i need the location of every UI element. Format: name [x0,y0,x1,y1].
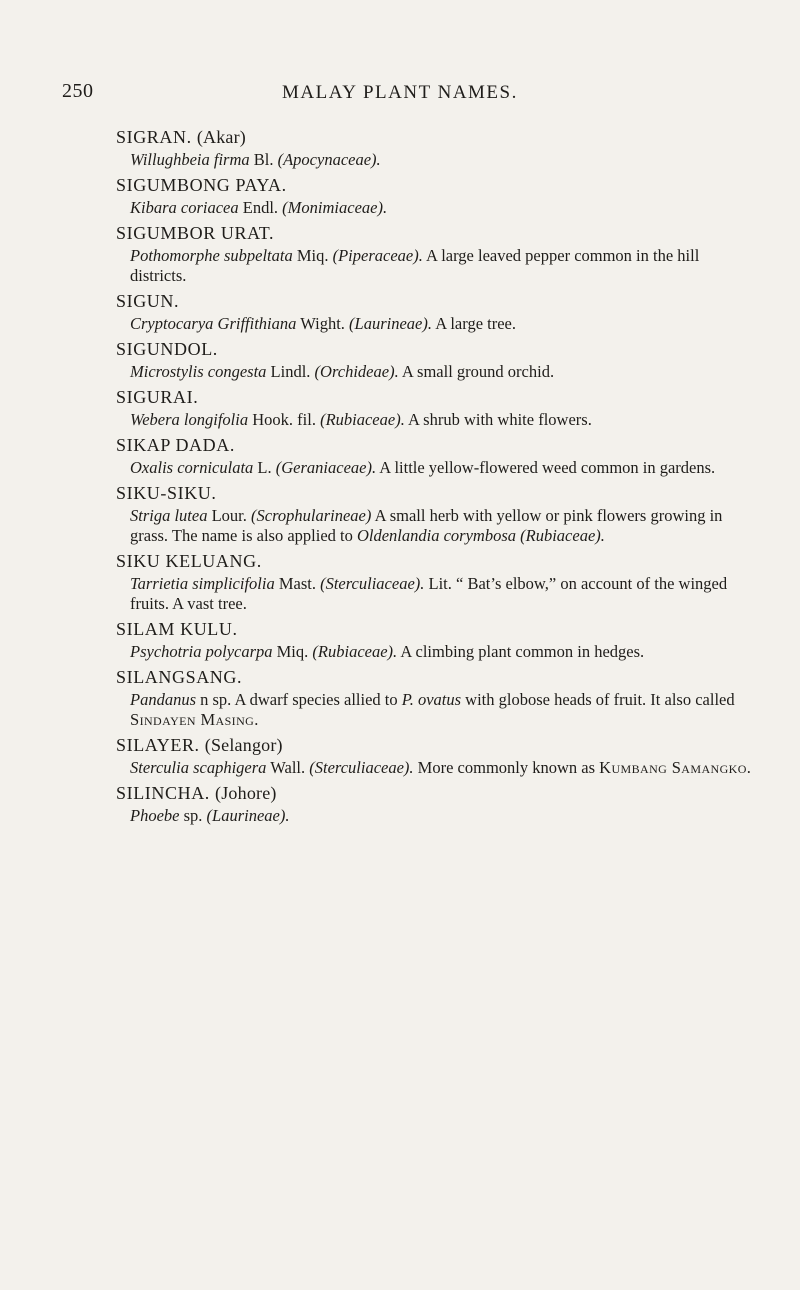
entry [116,434,756,478]
family-name: (Orchideae). [314,362,399,381]
entry [116,666,756,730]
species-name: Webera longifolia [130,410,249,429]
entry-note: A small ground orchid. [398,362,555,381]
entry-body: Willughbeia firma Bl. (Apocynaceae). [130,150,381,169]
species-name: Cryptocarya Griffithiana [130,314,297,333]
entry [116,386,756,430]
entry [116,338,756,382]
entry-body: Striga lutea Lour. (Scrophularineae) A small herb with yellow or pink flowers growing in grass. The name is also applied to Oldenlandia corymbosa (Rubiaceae). [130,506,723,545]
species-name: Psychotria polycarpa [130,642,273,661]
species-name: Oldenlandia corymbosa [356,526,517,545]
entry [116,290,756,334]
entry-body: Pothomorphe subpeltata Miq. (Piperaceae). A large leaved pepper common in the hill districts. [130,246,700,285]
entry-body: Sterculia scaphigera Wall. (Sterculiaceae). More commonly known as Kumbang Samangko. [130,758,752,777]
species-name: Phoebe [130,806,180,825]
species-name: P. ovatus [401,690,462,709]
entry-note: A large tree. [432,314,516,333]
family-name: (Rubiaceae). [312,642,398,661]
entry-body: Oxalis corniculata L. (Geraniaceae). A little yellow-flowered weed common in gardens. [130,458,716,477]
entry [116,482,756,546]
entry [116,550,756,614]
entry-headword: SIGUMBONG PAYA. [116,175,287,195]
family-name: (Laurineae). [349,314,432,333]
family-name: (Scrophularineae) [251,506,372,525]
entry [116,782,756,826]
entry-body: Pandanus n sp. A dwarf species allied to P. ovatus with globose heads of fruit. It also called Sindayen Masing. [130,690,735,729]
entry-headword: SILANGSANG. [116,667,243,687]
entry [116,174,756,218]
entry-headword: SILINCHA. (Johore) [116,783,277,803]
entry-note: A dwarf species allied to [234,690,402,709]
entry-note: A small herb with yellow or pink flowers growing in grass. The name is also applied to [130,506,723,545]
family-name: (Monimiaceae). [282,198,388,217]
family-name: (Sterculiaceae). [309,758,414,777]
family-name: (Geraniaceae). [275,458,377,477]
entry-note: A shrub with white flowers. [404,410,592,429]
alternate-name: Kumbang Samangko. [599,758,752,777]
dictionary-entries [116,126,756,830]
entry-headword: SIGUNDOL. [116,339,218,359]
page-number: 250 [62,80,94,102]
family-name: (Laurineae). [206,806,290,825]
entry-body: Phoebe sp. (Laurineae). [130,806,290,825]
entry-headword: SIGUMBOR URAT. [116,223,275,243]
entry-headword: SIKU KELUANG. [116,551,262,571]
family-name: (Apocynaceae). [277,150,381,169]
family-name: (Rubiaceae). [516,526,605,545]
entry-headword: SIKAP DADA. [116,435,235,455]
entry [116,618,756,662]
entry [116,734,756,778]
entry-note: More commonly known as [413,758,600,777]
family-name: (Rubiaceae). [320,410,405,429]
entry-headword: SILAM KULU. [116,619,238,639]
entry-note: A little yellow-flowered weed common in gardens. [376,458,716,477]
entry-headword: SIGUN. [116,291,180,311]
entry-headword: SIGRAN. (Akar) [116,127,246,147]
running-head: MALAY PLANT NAMES. [282,82,518,103]
species-name: Pandanus [130,690,196,709]
entry-note: A large leaved pepper common in the hill districts. [130,246,700,285]
entry-region: (Akar) [196,127,246,147]
species-name: Striga lutea [130,506,208,525]
species-name: Willughbeia firma [130,150,250,169]
species-name: Tarrietia simplicifolia [130,574,275,593]
entry-note: Lit. “ Bat’s elbow,” on account of the winged fruits. A vast tree. [130,574,728,613]
entry-body: Cryptocarya Griffithiana Wight. (Laurineae). A large tree. [130,314,516,333]
entry-body: Kibara coriacea Endl. (Monimiaceae). [130,198,388,217]
entry-headword: SIGURAI. [116,387,199,407]
species-name: Sterculia scaphigera [130,758,267,777]
entry [116,126,756,170]
species-name: Kibara coriacea [130,198,239,217]
alternate-name: Sindayen Masing. [130,710,259,729]
family-name: (Piperaceae). [332,246,423,265]
entry-note: A climbing plant common in hedges. [397,642,645,661]
entry-region: (Selangor) [204,735,283,755]
entry-body: Webera longifolia Hook. fil. (Rubiaceae). A shrub with white flowers. [130,410,592,429]
entry-body: Psychotria polycarpa Miq. (Rubiaceae). A climbing plant common in hedges. [130,642,645,661]
family-name: (Sterculiaceae). [320,574,425,593]
species-name: Microstylis congesta [130,362,267,381]
entry-headword: SIKU-SIKU. [116,483,217,503]
entry-body: Microstylis congesta Lindl. (Orchideae). A small ground orchid. [130,362,555,381]
species-name: Pothomorphe subpeltata [130,246,293,265]
entry-region: (Johore) [215,783,277,803]
entry-body: Tarrietia simplicifolia Mast. (Sterculiaceae). Lit. “ Bat’s elbow,” on account of the winged fruits. A vast tree. [130,574,728,613]
entry-headword: SILAYER. (Selangor) [116,735,283,755]
entry [116,222,756,286]
species-name: Oxalis corniculata [130,458,254,477]
